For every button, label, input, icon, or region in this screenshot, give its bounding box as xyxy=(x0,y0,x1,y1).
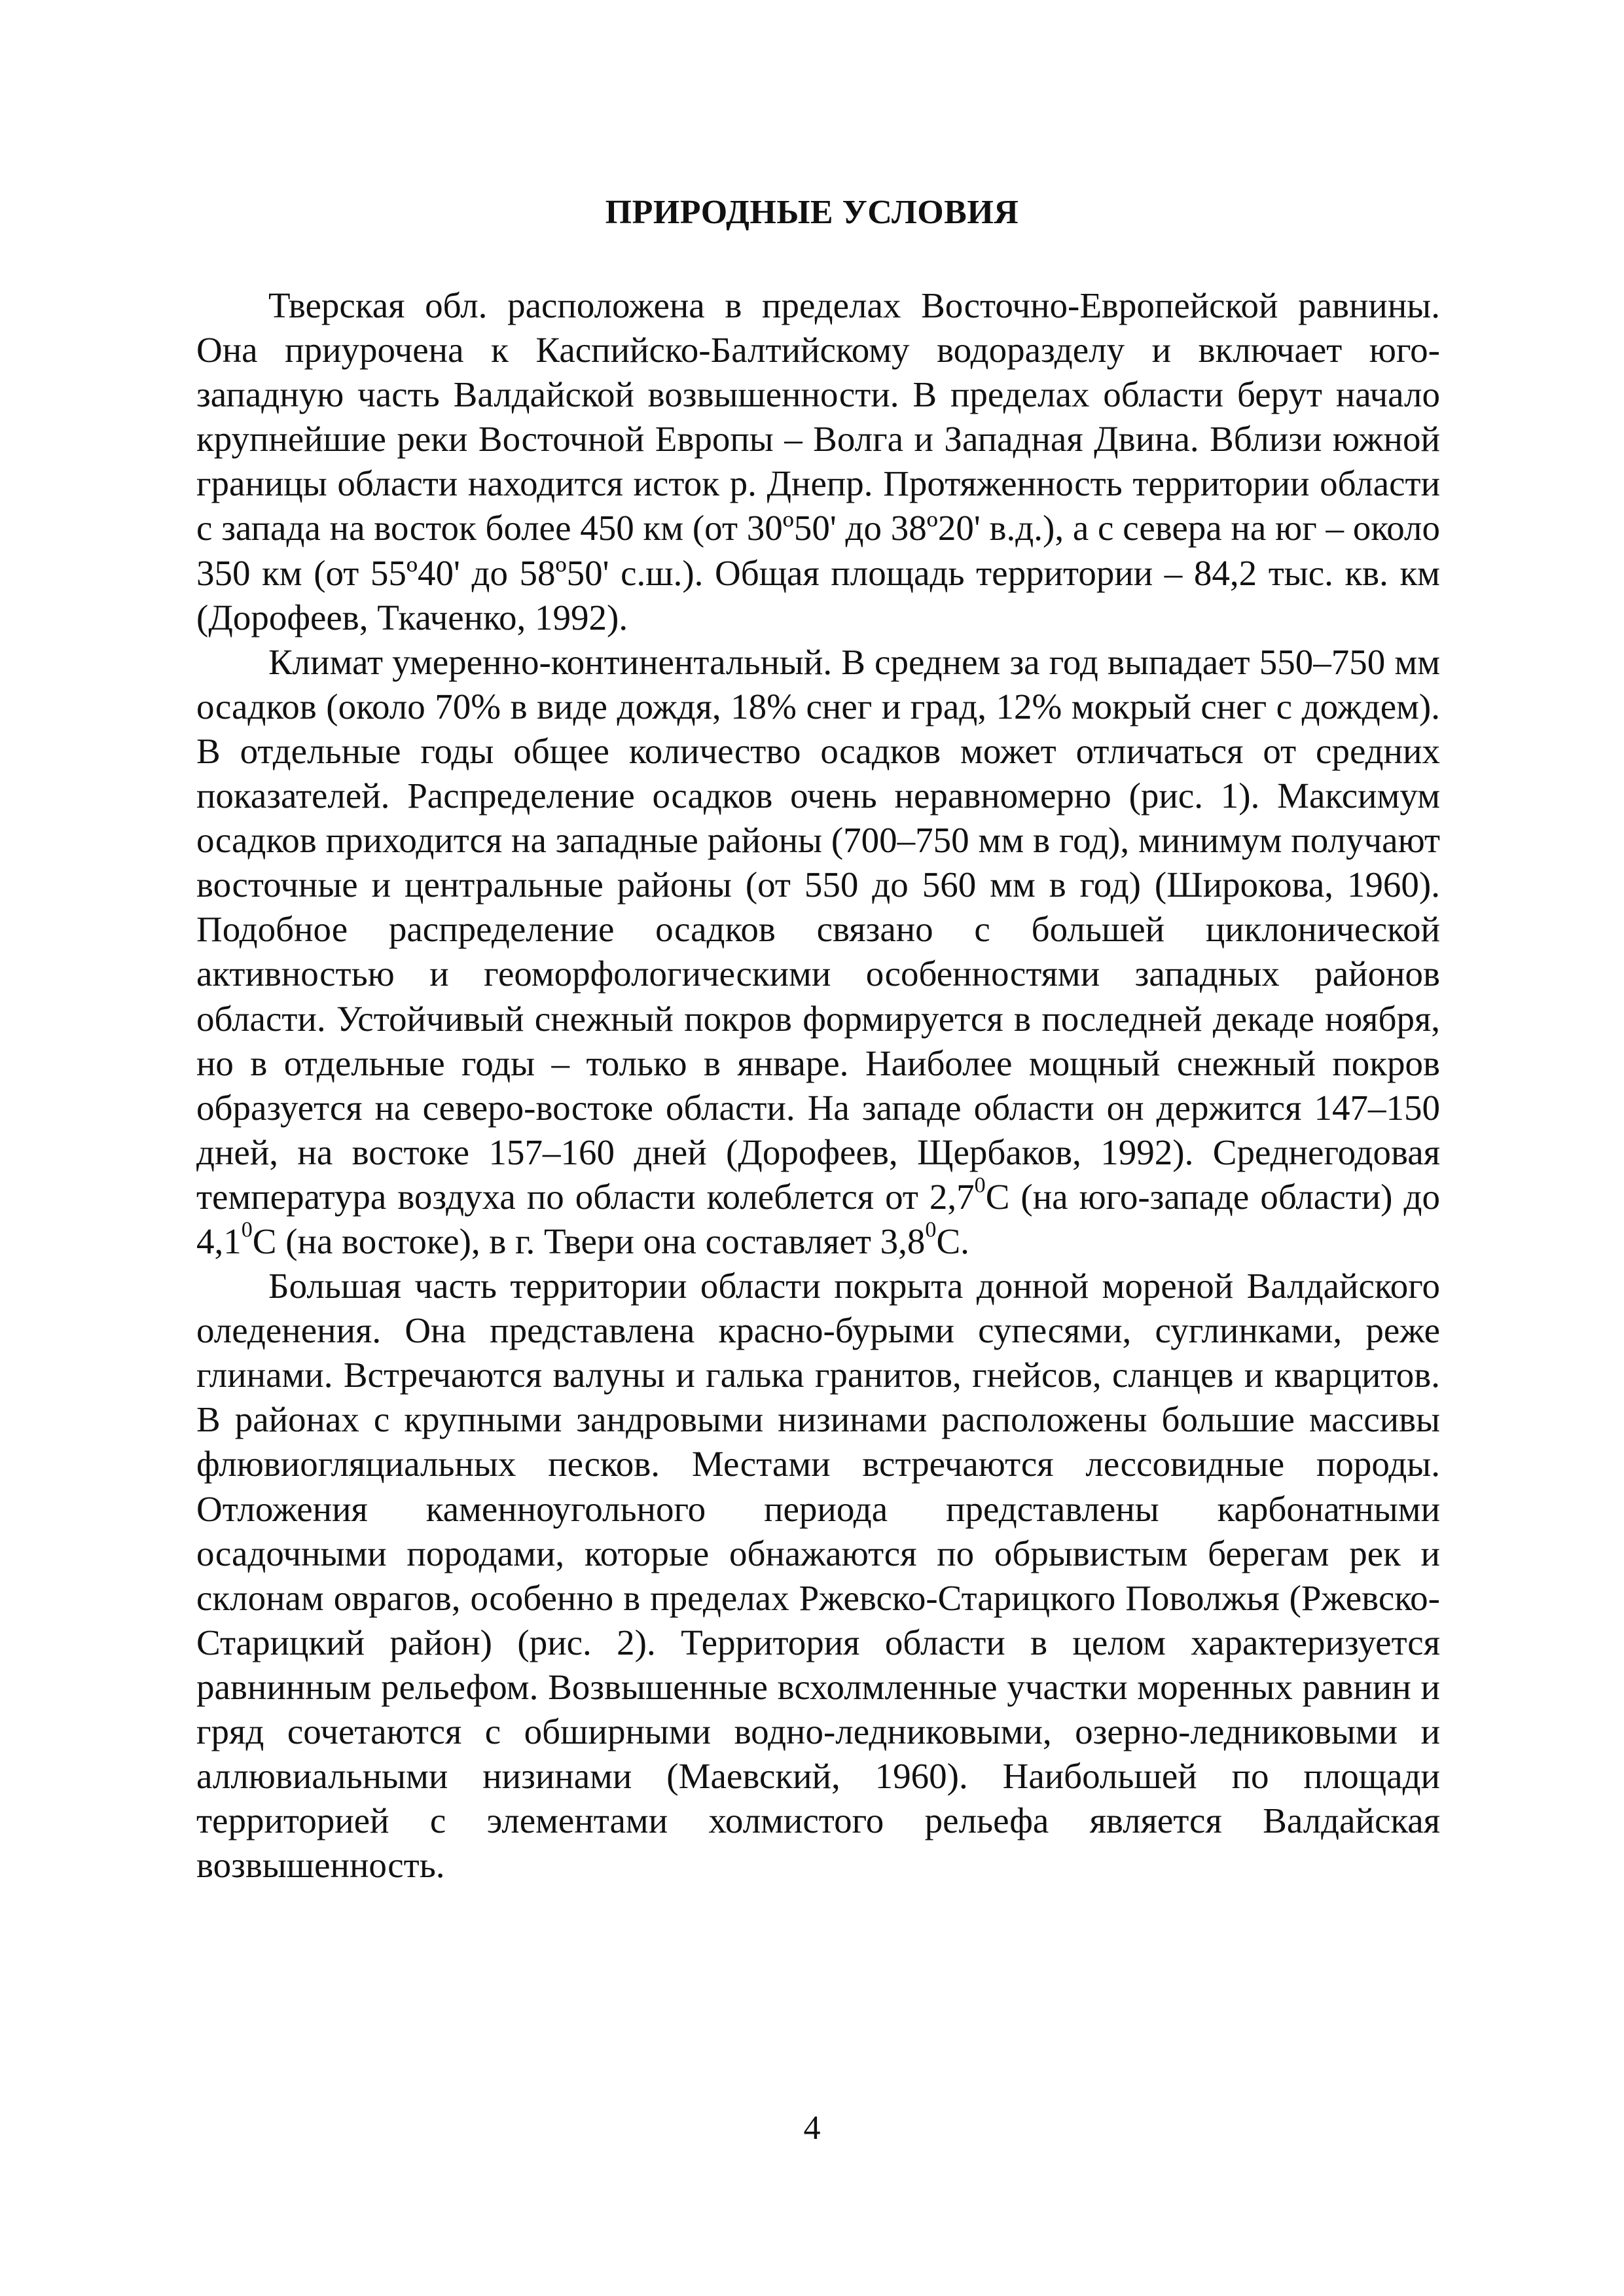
paragraph xyxy=(196,640,1440,1264)
page-title: ПРИРОДНЫЕ УСЛОВИЯ xyxy=(605,194,1019,231)
degree-superscript: 0 xyxy=(241,1217,253,1242)
page-number: 4 xyxy=(803,2109,821,2147)
body-text xyxy=(196,283,1440,1888)
paragraph-text: Большая часть территории области покрыта донной мореной Валдайского оледенения. Она представлена красно-бурыми супесями, суглинками, реже глинами. Встречаются валуны и галька гранитов, гнейсов, сланцев и кварцитов. В районах с крупными зандровыми низинами расположены большие массивы флювиогляциальных песков. Местами встречаются лессовидные породы. Отложения каменноугольного периода представлены карбонатными осадочными породами, которые обнажаются по обрывистым берегам рек и склонам оврагов, особенно в пределах Ржевско-Старицкого Поволжья (Ржевско-Старицкий район) (рис. 2). Территория области в целом характеризуется равнинным рельефом. Возвышенные всхолмленные участки моренных равнин и гряд сочетаются с обширными водно-ледниковыми, озерно-ледниковыми и аллювиальными низинами (Маевский, 1960). Наибольшей по площади территорией с элементами холмистого рельефа является Валдайская возвышенность. xyxy=(196,1266,1440,1886)
paragraph-text: С (на юго-западе области) до 4,1 xyxy=(196,1176,1440,1261)
degree-superscript: 0 xyxy=(974,1173,986,1198)
paragraph-text: С (на востоке), в г. Твери она составляет 3,8 xyxy=(252,1221,926,1261)
paragraph-text: Тверская обл. расположена в пределах Восточно-Европейской равнины. Она приурочена к Каспийско-Балтийскому водоразделу и включает юго-западную часть Валдайской возвышенности. В пределах области берут начало крупнейшие реки Восточной Европы – Волга и Западная Двина. Вблизи южной границы области находится исток р. Днепр. Протяженность территории области с запада на восток более 450 км (от 30º50' до 38º20' в.д.), а с севера на юг – около 350 км (от 55º40' до 58º50' с.ш.). Общая площадь территории – 84,2 тыс. кв. км (Дорофеев, Ткаченко, 1992). xyxy=(196,285,1440,637)
paragraph xyxy=(196,1264,1440,1888)
paragraph-text: С. xyxy=(936,1221,969,1261)
paragraph-text: Климат умеренно-континентальный. В среднем за год выпадает 550–750 мм осадков (около 70% в виде дождя, 18% снег и град, 12% мокрый снег с дождем). В отдельные годы общее количество осадков может отличаться от средних показателей. Распределение осадков очень неравномерно (рис. 1). Максимум осадков приходится на западные районы (700–750 мм в год), минимум получают восточные и центральные районы (от 550 до 560 мм в год) (Широкова, 1960). Подобное распределение осадков связано с большей циклонической активностью и геоморфологическими особенностями западных районов области. Устойчивый снежный покров формируется в последней декаде ноября, но в отдельные годы – только в январе. Наиболее мощный снежный покров образуется на северо-востоке области. На западе области он держится 147–150 дней, на востоке 157–160 дней (Дорофеев, Щербаков, 1992). Среднегодовая температура воздуха по области колеблется от 2,7 xyxy=(196,641,1440,1217)
degree-superscript: 0 xyxy=(925,1217,937,1242)
paragraph xyxy=(196,283,1440,640)
